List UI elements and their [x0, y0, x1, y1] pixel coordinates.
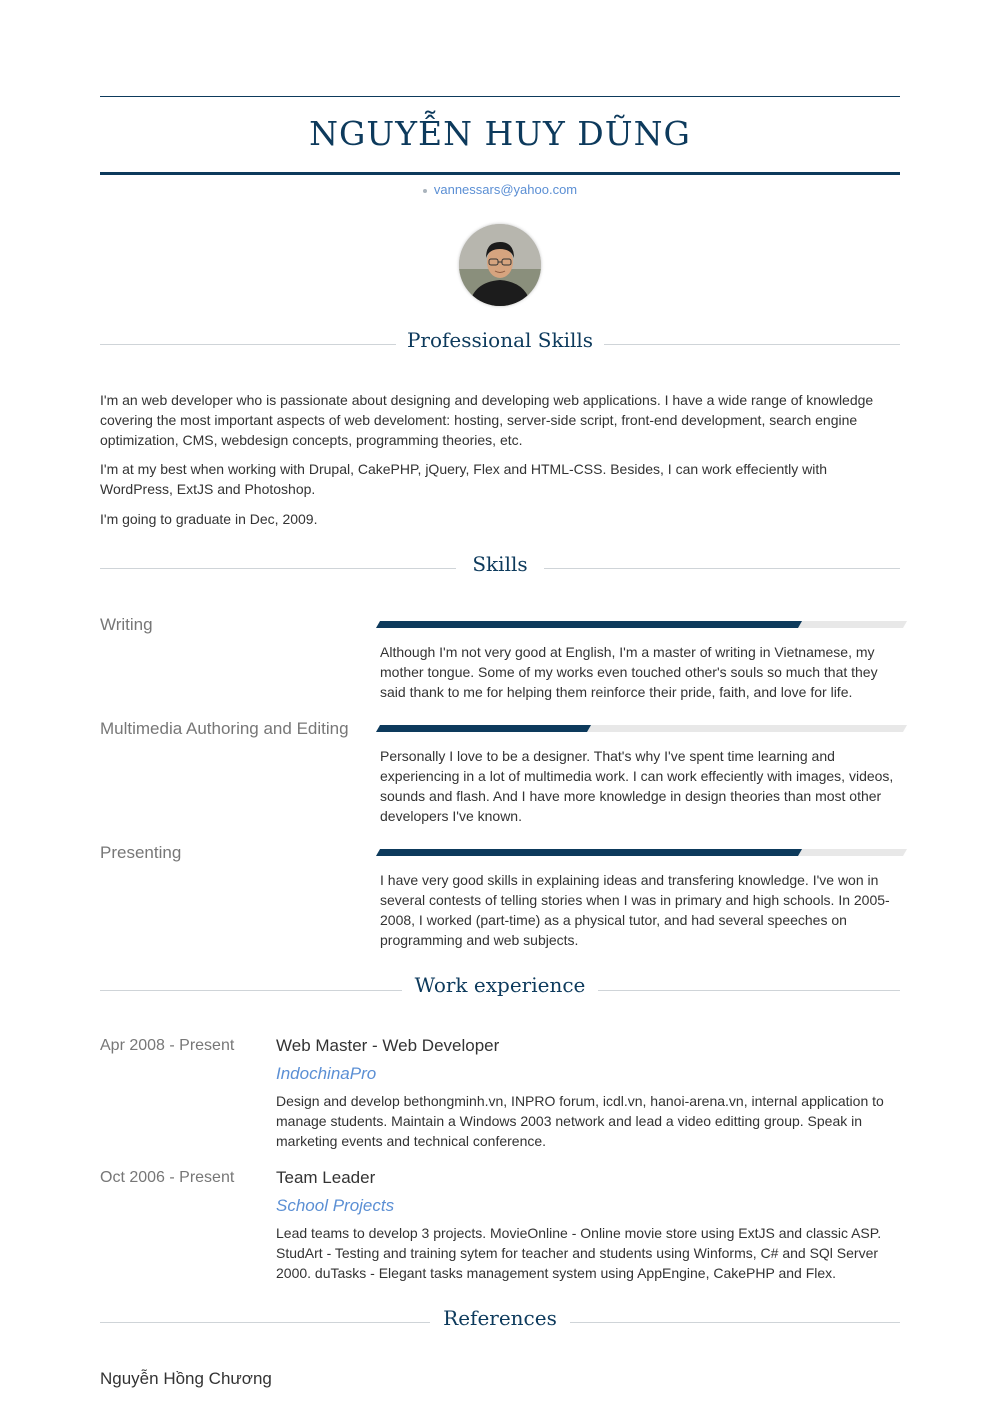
- section-divider-right: [544, 568, 900, 569]
- job-dates: Oct 2006 - Present: [100, 1169, 235, 1186]
- header-bottom-rule: [100, 172, 900, 175]
- summary-paragraph: I'm an web developer who is passionate about designing and developing web applications. I have a wide range of knowledge covering the most important aspects of web develoment: hosting, server-side script, front-end development, search engine optimization, CMS, webdesign concepts, programming theories, etc.: [100, 392, 874, 448]
- skill-description: Personally I love to be a designer. That's why I've spent time learning and experiencing in a lot of multimedia work. I can work effeciently with images, videos, sounds and flash. And I have more knowledge in design theories than most other developers I've known.: [380, 748, 894, 824]
- skill-description: I have very good skills in explaining ideas and transfering knowledge. I've won in several contests of telling stories when I was in primary and high schools. In 2005-2008, I worked (part-time) as a physical tutor, and had several speeches on programming and web subjects.: [380, 872, 890, 948]
- reference-name: Nguyễn Hồng Chương: [100, 1369, 272, 1388]
- skill-level-bar: [376, 849, 907, 856]
- section-divider-right: [598, 990, 900, 991]
- section-title-references: References: [430, 1304, 570, 1332]
- job-description: Design and develop bethongminh.vn, INPRO forum, icdl.vn, hanoi-arena.vn, internal application to manage students. Maintain a Windows 2003 network and lead a video editting group. Speak in marketing events and technical conference.: [276, 1093, 884, 1149]
- bullet-icon: [423, 189, 427, 193]
- avatar: [459, 224, 541, 306]
- skill-level-bar: [376, 621, 907, 628]
- section-divider-left: [100, 344, 396, 345]
- header-top-rule: [100, 96, 900, 97]
- job-company: School Projects: [276, 1196, 395, 1215]
- section-divider-right: [570, 1322, 900, 1323]
- skill-level-fill: [376, 621, 802, 628]
- summary-paragraph: I'm at my best when working with Drupal, CakePHP, jQuery, Flex and HTML-CSS. Besides, I can work effeciently with WordPress, ExtJS and Photoshop.: [100, 461, 828, 497]
- section-title-skills: Skills: [456, 550, 544, 578]
- candidate-name: NGUYỄN HUY DŨNG: [309, 114, 691, 153]
- email-link[interactable]: vannessars@yahoo.com: [433, 182, 578, 197]
- section-divider-right: [604, 344, 900, 345]
- job-company: IndochinaPro: [276, 1064, 377, 1083]
- skill-level-fill: [376, 849, 802, 856]
- contact-line: [100, 182, 900, 197]
- section-title-work-experience: Work experience: [402, 971, 598, 999]
- job-dates: Apr 2008 - Present: [100, 1037, 235, 1054]
- skill-level-bar: [376, 725, 907, 732]
- section-divider-left: [100, 990, 402, 991]
- section-title-professional-skills: Professional Skills: [396, 326, 604, 354]
- skill-name: Multimedia Authoring and Editing: [100, 719, 349, 738]
- skill-description: Although I'm not very good at English, I'm a master of writing in Vietnamese, my mother tongue. Some of my works even touched other's souls so much that they said thank to me for helping them reinforce their pride, faith, and love for life.: [380, 644, 878, 700]
- summary-paragraph: I'm going to graduate in Dec, 2009.: [100, 511, 318, 527]
- job-title: Web Master - Web Developer: [276, 1036, 500, 1055]
- skill-name: Writing: [100, 615, 153, 634]
- skill-level-fill: [376, 725, 591, 732]
- section-divider-left: [100, 568, 456, 569]
- job-title: Team Leader: [276, 1168, 376, 1187]
- skill-name: Presenting: [100, 843, 182, 862]
- section-divider-left: [100, 1322, 430, 1323]
- job-description: Lead teams to develop 3 projects. MovieOnline - Online movie store using ExtJS and classic ASP. StudArt - Testing and training sytem for teacher and students using Winforms, C# and SQl Server 2000. duTasks - Elegant tasks management system using AppEngine, CakePHP and Flex.: [276, 1225, 882, 1281]
- avatar-photo: [459, 224, 541, 306]
